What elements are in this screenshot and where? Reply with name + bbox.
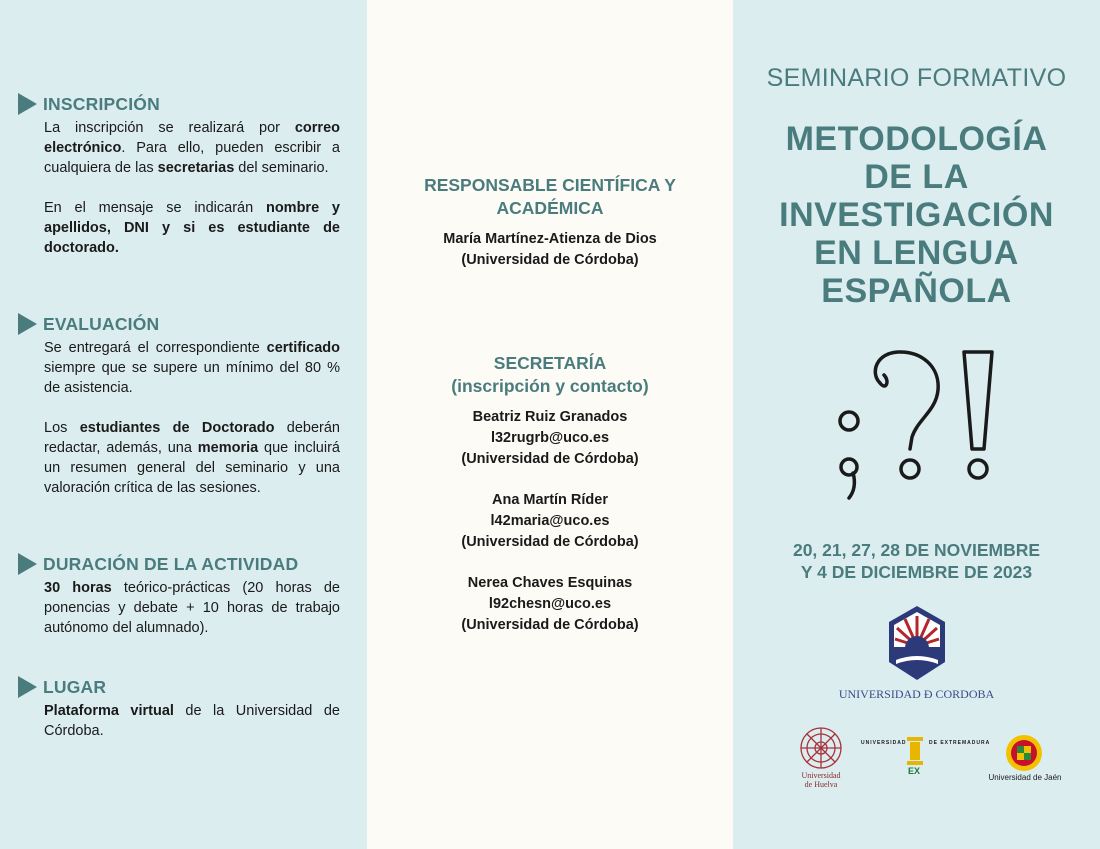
contact-email[interactable]: l42maria@uco.es <box>490 513 610 529</box>
event-dates: 20, 21, 27, 28 DE NOVIEMBRE Y 4 DE DICIEMBRE DE 2023 <box>792 540 1041 582</box>
contact-item <box>367 490 733 553</box>
extremadura-left-text: UNIVERSIDAD <box>861 740 907 746</box>
responsable-title: RESPONSABLE CIENTÍFICA Y ACADÉMICA <box>424 175 676 218</box>
paragraph: Plataforma virtual de la Universidad de Córdoba. <box>44 703 340 739</box>
paragraph: Los estudiantes de Doctorado deberán redactar, además, una memoria que incluirá un resumen general del seminario y una valoración crítica de las sesiones. <box>44 420 340 496</box>
contact-name: Ana Martín Ríder <box>491 492 608 508</box>
triangle-bullet-icon <box>18 553 37 575</box>
secretaria-title: SECRETARÍA <box>493 353 607 373</box>
contact-email[interactable]: l32rugrb@uco.es <box>490 430 610 446</box>
section-title: LUGAR <box>43 676 107 697</box>
uco-name: UNIVERSIDAD Ð CORDOBA <box>838 687 995 701</box>
paragraph: En el mensaje se indicarán nombre y apellidos, DNI y si es estudiante de doctorado. <box>44 200 340 256</box>
responsable-name: María Martínez-Atienza de Dios <box>443 231 657 247</box>
triangle-bullet-icon <box>18 93 37 115</box>
contact-item <box>367 573 733 636</box>
right-panel <box>733 0 1100 849</box>
paragraph: 30 horas teórico-prácticas (20 horas de ponencias y debate + 10 horas de trabajo autónomo del alumnado). <box>44 580 340 636</box>
extremadura-mark: EX <box>908 766 921 776</box>
contact-item <box>367 407 733 470</box>
contact-affiliation: (Universidad de Córdoba) <box>461 451 639 467</box>
paragraph: La inscripción se realizará por correo electrónico. Para ello, pueden escribir a cualquiera de las secretarias del seminario. <box>44 120 340 176</box>
middle-panel <box>367 0 733 849</box>
section-evaluacion <box>18 313 340 498</box>
triangle-bullet-icon <box>18 676 37 698</box>
section-title: DURACIÓN DE LA ACTIVIDAD <box>43 553 299 574</box>
section-title: INSCRIPCIÓN <box>43 93 160 114</box>
paragraph: Se entregará el correspondiente certificado siempre que se supere un mínimo del 80 % de asistencia. <box>44 340 340 396</box>
section-lugar <box>18 676 340 741</box>
contact-email[interactable]: l92chesn@uco.es <box>488 596 612 612</box>
huelva-name: Universidad de Huelva <box>801 771 841 789</box>
punctuation-icon <box>828 345 1008 505</box>
secretaria-block <box>367 352 733 636</box>
left-panel <box>0 0 367 849</box>
huelva-seal-icon <box>799 726 843 770</box>
seminar-label: SEMINARIO FORMATIVO <box>766 64 1067 92</box>
triangle-bullet-icon <box>18 313 37 335</box>
main-title: METODOLOGÍA DE LA INVESTIGACIÓN EN LENGUA ESPAÑOLA <box>779 120 1054 310</box>
extremadura-column-icon <box>905 737 925 767</box>
contact-name: Nerea Chaves Esquinas <box>467 575 633 591</box>
contact-name: Beatriz Ruiz Granados <box>472 409 628 425</box>
section-inscripcion <box>18 93 340 258</box>
contact-affiliation: (Universidad de Córdoba) <box>461 617 639 633</box>
section-title: EVALUACIÓN <box>43 313 160 334</box>
responsable-affiliation: (Universidad de Córdoba) <box>461 252 639 268</box>
secretaria-subtitle: (inscripción y contacto) <box>451 376 649 396</box>
contact-affiliation: (Universidad de Córdoba) <box>461 534 639 550</box>
jaen-name: Universidad de Jaén <box>988 773 1062 782</box>
extremadura-right-text: DE EXTREMADURA <box>929 740 991 746</box>
uco-logo-icon <box>886 604 948 682</box>
jaen-seal-icon <box>1005 734 1043 772</box>
section-duracion <box>18 553 340 638</box>
responsable-block <box>367 174 733 271</box>
